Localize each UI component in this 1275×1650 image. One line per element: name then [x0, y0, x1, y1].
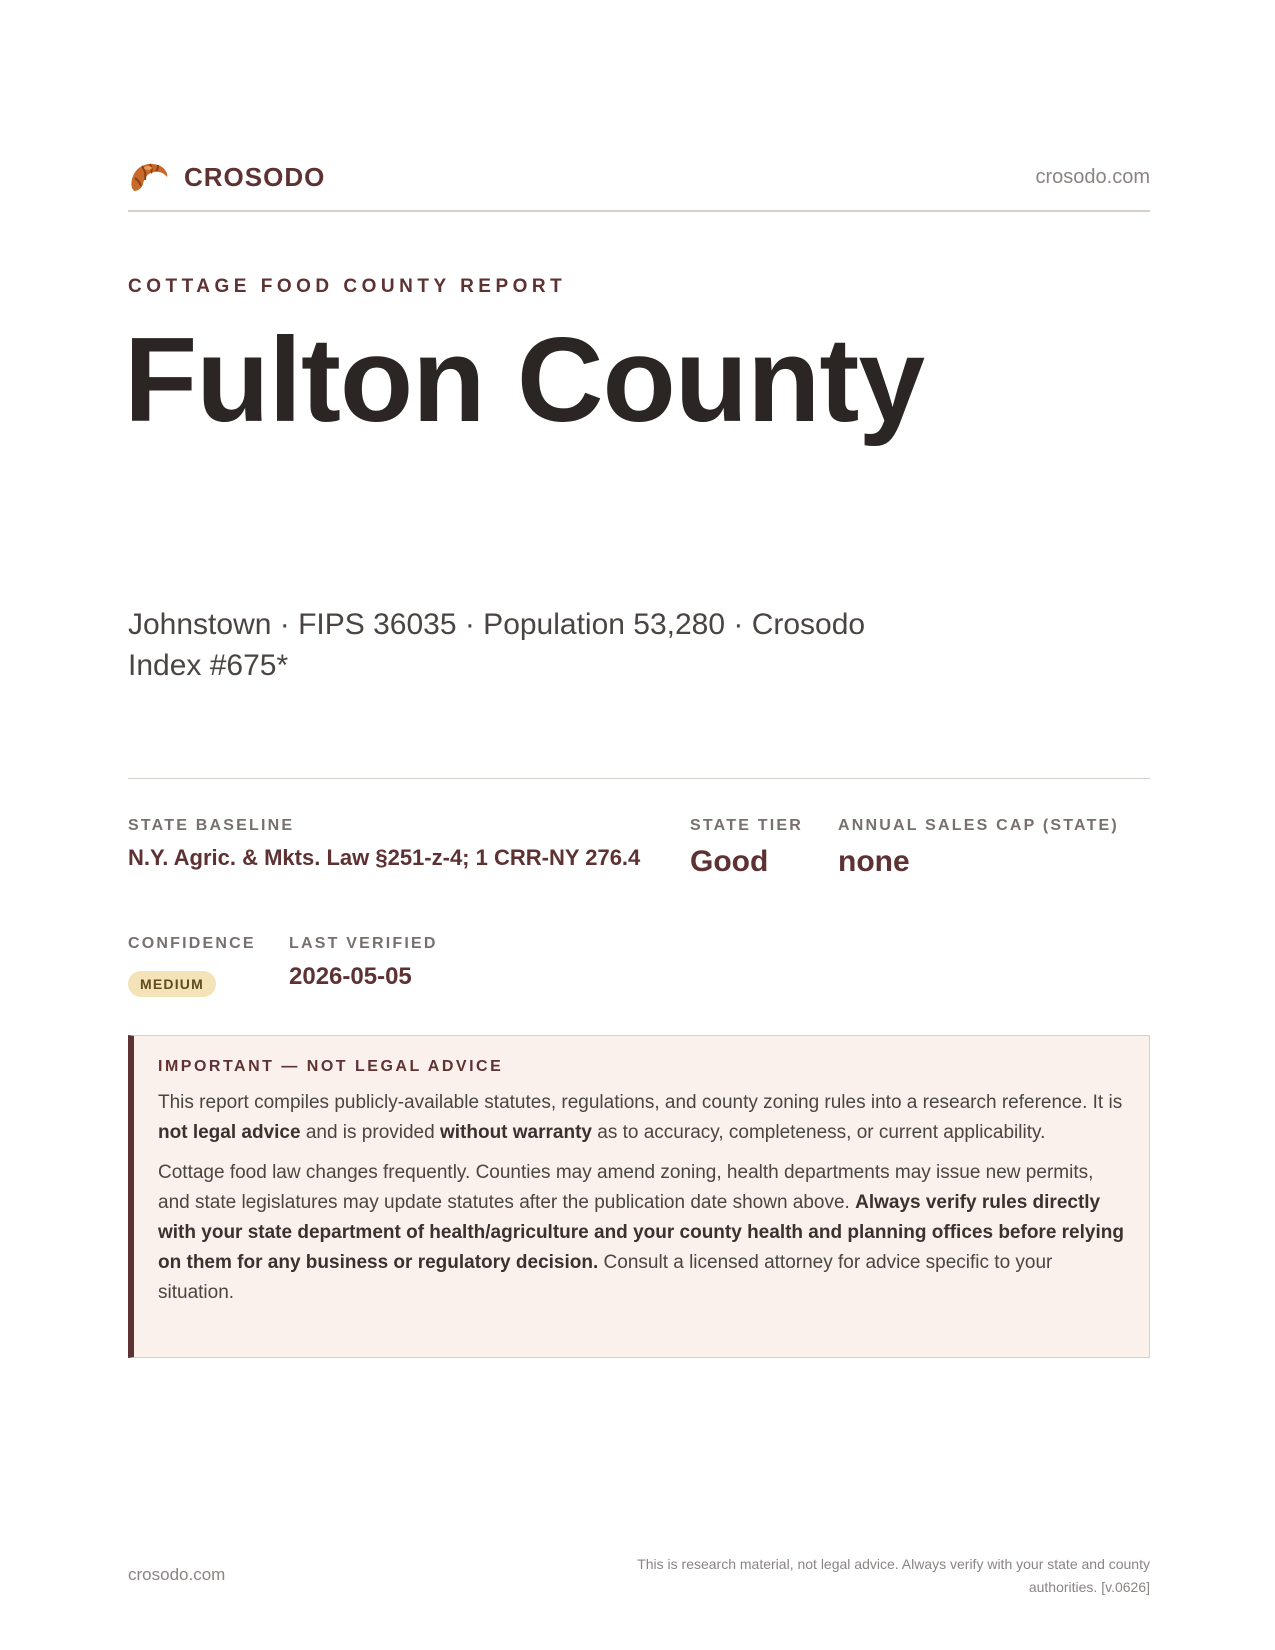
notice-paragraph-2 [158, 1158, 1125, 1308]
page-title: Fulton County [124, 313, 925, 447]
state-tier [690, 817, 803, 879]
footer-disclaimer: This is research material, not legal advice. Always verify with your state and county authorities. [v.0626] [637, 1556, 1150, 1595]
confidence-badge: MEDIUM [128, 971, 216, 997]
notice-emphasis: without warranty [439, 1122, 592, 1143]
notice-paragraph-1 [158, 1088, 1125, 1148]
report-eyebrow: COTTAGE FOOD COUNTY REPORT [128, 276, 567, 297]
notice-text: Consult a licensed attorney for advice specific to your situation. [158, 1252, 1053, 1303]
notice-text: Cottage food law changes frequently. Counties may amend zoning, health departments may issue new permits, and state legislatures may update statutes after the publication date shown above. [158, 1162, 1094, 1213]
last-verified-value: 2026-05-05 [289, 963, 412, 990]
notice-text: as to accuracy, completeness, or current applicability. [591, 1122, 1046, 1143]
sales-cap-value: none [838, 845, 910, 878]
notice-text: This report compiles publicly-available statutes, regulations, and county zoning rules into a research reference. It is [158, 1092, 1123, 1113]
croissant-icon [128, 158, 170, 196]
confidence-label: CONFIDENCE [128, 935, 256, 952]
confidence [128, 935, 256, 997]
state-tier-value: Good [690, 845, 769, 878]
sales-cap-label: ANNUAL SALES CAP (STATE) [838, 817, 1119, 834]
state-baseline-value: N.Y. Agric. & Mkts. Law §251-z-4; 1 CRR-NY 276.4 [128, 845, 641, 870]
legal-notice [128, 1035, 1150, 1358]
sales-cap [838, 817, 1119, 879]
footer-site-link[interactable]: crosodo.com [128, 1565, 226, 1584]
notice-emphasis: Always verify rules directly with your state department of health/agriculture and your county health and planning offices before relying on them for any business or regulatory decision. [158, 1192, 1124, 1273]
state-tier-label: STATE TIER [690, 817, 803, 834]
last-verified [289, 935, 438, 991]
report-page [124, 0, 1150, 1650]
page-header [128, 158, 1150, 212]
notice-title: IMPORTANT — NOT LEGAL ADVICE [158, 1058, 504, 1075]
report-subtitle: Johnstown · FIPS 36035 · Population 53,280 · Crosodo Index #675* [128, 608, 866, 682]
state-baseline [128, 817, 640, 871]
notice-emphasis: not legal advice [158, 1122, 301, 1143]
notice-text: and is provided [300, 1122, 440, 1143]
brand[interactable] [128, 158, 325, 196]
brand-name: CROSODO [184, 161, 326, 192]
last-verified-label: LAST VERIFIED [289, 935, 438, 952]
divider [128, 778, 1150, 779]
site-link[interactable]: crosodo.com [1035, 166, 1150, 188]
state-baseline-label: STATE BASELINE [128, 817, 295, 834]
